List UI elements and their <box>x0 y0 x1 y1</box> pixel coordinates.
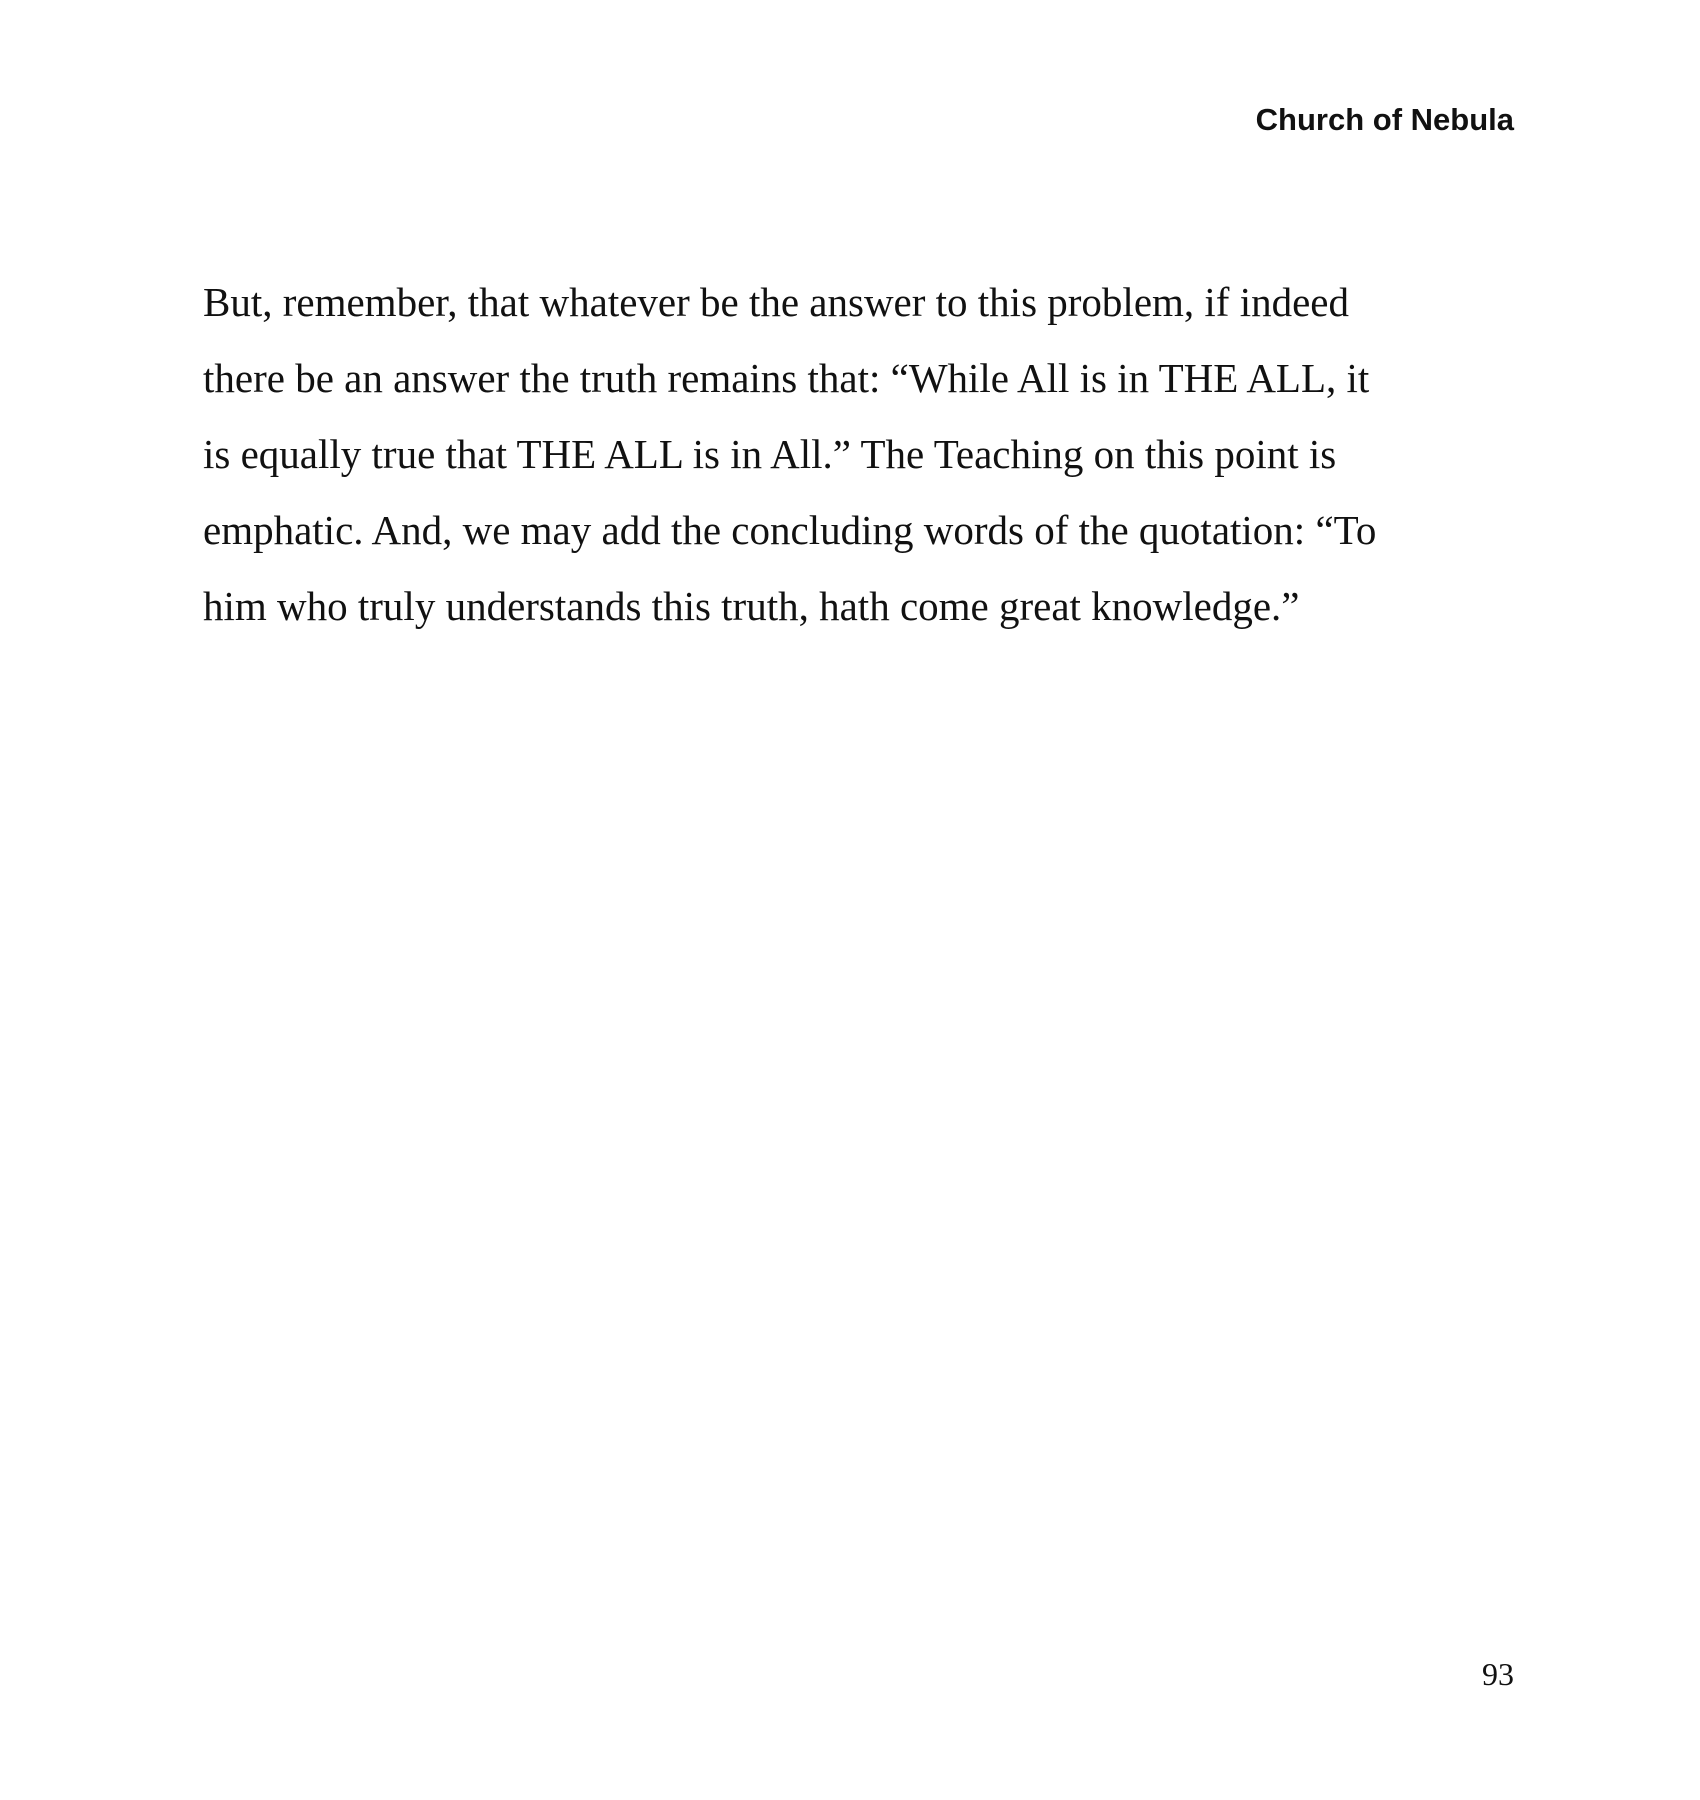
paragraph-line: there be an answer the truth remains that: “While All is in THE ALL, it <box>203 355 1370 401</box>
paragraph-line: is equally true that THE ALL is in All.” The Teaching on this point is <box>203 431 1337 477</box>
paragraph-line: But, remember, that whatever be the answer to this problem, if indeed <box>203 279 1349 325</box>
running-header: Church of Nebula <box>1255 102 1514 137</box>
page-number: 93 <box>1482 1656 1514 1692</box>
paragraph-line: emphatic. And, we may add the concluding words of the quotation: “To <box>203 507 1377 553</box>
paragraph-line: him who truly understands this truth, hath come great knowledge.” <box>203 583 1300 629</box>
body-paragraph <box>203 264 1503 644</box>
